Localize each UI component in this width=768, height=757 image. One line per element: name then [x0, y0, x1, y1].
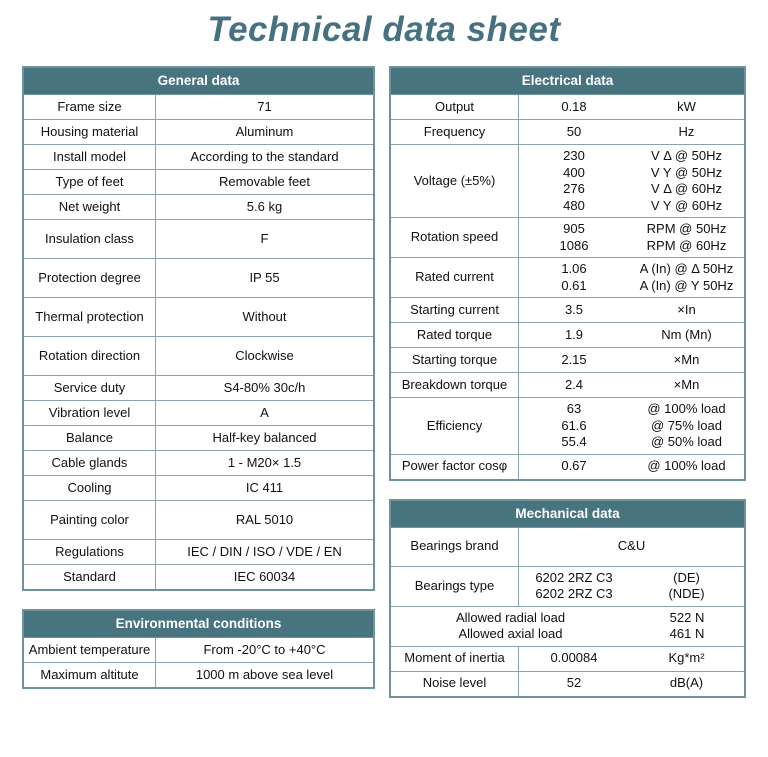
row-value: 1.9 [564, 326, 584, 342]
row-unit [629, 218, 744, 257]
cell-line: 55.4 [561, 434, 587, 449]
table-mechanical-data [389, 499, 746, 698]
merged-line [391, 610, 744, 627]
table-electrical-data [389, 66, 746, 481]
table-row [24, 663, 373, 687]
row-value: Without [242, 308, 287, 324]
cell-line: 1.06 [561, 261, 587, 276]
table-row [24, 120, 373, 145]
cell-line: V Δ @ 60Hz [650, 181, 723, 196]
cell-line: @ 50% load [650, 434, 723, 449]
row-label: Starting current [391, 298, 519, 322]
row-unit [629, 145, 744, 217]
table-row [391, 567, 744, 607]
row-unit: ×In [677, 301, 696, 317]
row-value [519, 258, 629, 297]
cell-line: V Y @ 50Hz [650, 164, 723, 180]
row-value: IEC 60034 [233, 568, 296, 584]
row-label: Cable glands [24, 451, 156, 475]
row-unit: ×Mn [673, 351, 700, 367]
table-row [391, 95, 744, 120]
row-value: 52 [566, 675, 582, 691]
table-row [24, 476, 373, 501]
row-label: Breakdown torque [391, 373, 519, 397]
row-value: IEC / DIN / ISO / VDE / EN [187, 543, 342, 559]
row-label: Regulations [24, 540, 156, 564]
table-header-electrical: Electrical data [391, 68, 744, 95]
row-value: RAL 5010 [235, 511, 294, 527]
table-row [24, 376, 373, 401]
row-value: IP 55 [249, 269, 280, 285]
row-label: Rated torque [391, 323, 519, 347]
row-value: 0.00084 [550, 650, 598, 666]
row-value: 3.5 [564, 301, 584, 317]
table-row [391, 348, 744, 373]
row-unit [629, 567, 744, 606]
row-label: Allowed axial load [458, 626, 563, 641]
row-label: Noise level [391, 672, 519, 696]
row-label: Install model [24, 145, 156, 169]
cell-line: V Δ @ 50Hz [650, 148, 723, 163]
row-value: 1 - M20× 1.5 [227, 454, 302, 470]
row-unit [629, 258, 744, 297]
row-label: Standard [24, 565, 156, 589]
cell-line: 276 [563, 181, 585, 196]
row-label: Power factor cosφ [391, 455, 519, 479]
row-value: Aluminum [235, 123, 294, 139]
row-label: Moment of inertia [391, 647, 519, 671]
row-value: 522 N [669, 609, 705, 625]
row-label: Rated current [391, 258, 519, 297]
table-general-data [22, 66, 375, 591]
table-row [391, 672, 744, 696]
table-row [391, 647, 744, 672]
row-label: Allowed radial load [455, 609, 566, 625]
table-row [391, 607, 744, 647]
table-row [24, 540, 373, 565]
table-row [24, 220, 373, 259]
cell-line: (DE) [673, 569, 700, 585]
row-value [519, 567, 629, 606]
table-row [391, 528, 744, 567]
table-row [391, 373, 744, 398]
row-value: 2.15 [561, 351, 587, 367]
cell-line: 6202 2RZ C3 [535, 586, 613, 601]
row-label: Type of feet [24, 170, 156, 194]
cell-line: RPM @ 50Hz [646, 221, 727, 236]
table-row [391, 398, 744, 455]
row-value: Half-key balanced [212, 429, 317, 445]
row-label: Bearings brand [391, 528, 519, 566]
table-row [24, 95, 373, 120]
row-label: Thermal protection [24, 298, 156, 336]
left-column [22, 66, 375, 707]
row-unit: Hz [678, 123, 695, 139]
table-row [391, 455, 744, 479]
row-value [519, 145, 629, 217]
row-label: Vibration level [24, 401, 156, 425]
row-label: Net weight [24, 195, 156, 219]
table-row [391, 145, 744, 218]
row-value: IC 411 [245, 479, 284, 495]
row-unit: Kg*m² [668, 650, 705, 666]
table-row [391, 258, 744, 298]
page-title: Technical data sheet [207, 10, 561, 49]
row-value [519, 218, 629, 257]
cell-line: 0.61 [561, 277, 587, 293]
cell-line: (NDE) [668, 586, 705, 601]
row-label: Painting color [24, 501, 156, 539]
row-label: Protection degree [24, 259, 156, 297]
table-row [391, 218, 744, 258]
cell-line: 61.6 [561, 417, 587, 433]
cell-line: 63 [566, 401, 582, 416]
row-label: Efficiency [391, 398, 519, 454]
row-value: A [260, 404, 269, 420]
row-value: According to the standard [190, 148, 339, 164]
cell-line: 480 [563, 197, 585, 213]
row-value [519, 398, 629, 454]
row-unit [629, 398, 744, 454]
row-value: 2.4 [564, 376, 584, 392]
row-value: 461 N [669, 626, 705, 641]
row-label: Rotation speed [391, 218, 519, 257]
row-unit: kW [677, 98, 696, 114]
row-label: Rotation direction [24, 337, 156, 375]
table-environmental-conditions [22, 609, 375, 689]
table-row [24, 259, 373, 298]
table-row [391, 323, 744, 348]
cell-line: 230 [563, 148, 585, 163]
cell-line: 905 [563, 221, 585, 236]
row-label: Starting torque [391, 348, 519, 372]
row-value: 0.67 [561, 458, 587, 474]
row-value: C&U [617, 538, 646, 554]
cell-line: A (In) @ Δ 50Hz [639, 261, 734, 276]
merged-line [391, 626, 744, 643]
row-label: Frequency [391, 120, 519, 144]
table-row [391, 298, 744, 323]
table-header-general: General data [24, 68, 373, 95]
row-value: 1000 m above sea level [195, 666, 334, 682]
row-label: Maximum altitute [24, 663, 156, 687]
row-value: From -20°C to +40°C [203, 641, 326, 657]
right-column [389, 66, 746, 716]
row-value: 50 [566, 123, 582, 139]
row-value: F [260, 230, 269, 246]
row-value: Removable feet [218, 173, 311, 189]
cell-line: 400 [563, 164, 585, 180]
row-value: 0.18 [561, 98, 587, 114]
row-label: Voltage (±5%) [391, 145, 519, 217]
row-unit: dB(A) [669, 675, 704, 691]
table-row [24, 501, 373, 540]
row-value: 71 [257, 98, 272, 114]
row-value: 5.6 kg [246, 198, 283, 214]
row-unit: @ 100% load [647, 458, 726, 474]
table-row [24, 638, 373, 663]
table-header-mechanical: Mechanical data [391, 501, 744, 528]
row-label: Service duty [24, 376, 156, 400]
cell-line: @ 100% load [647, 401, 726, 416]
table-row [24, 195, 373, 220]
row-label: Output [391, 95, 519, 119]
cell-line: RPM @ 60Hz [646, 237, 727, 253]
row-value: S4-80% 30c/h [223, 379, 306, 395]
row-label: Cooling [24, 476, 156, 500]
cell-line: @ 75% load [650, 417, 723, 433]
table-row [24, 401, 373, 426]
row-label: Ambient temperature [24, 638, 156, 662]
cell-line: A (In) @ Y 50Hz [639, 277, 734, 293]
row-value: Clockwise [235, 347, 294, 363]
cell-line: V Y @ 60Hz [650, 197, 723, 213]
table-row [24, 451, 373, 476]
row-label: Balance [24, 426, 156, 450]
table-row [24, 145, 373, 170]
columns-container [0, 66, 768, 716]
table-row [391, 120, 744, 145]
table-row [24, 170, 373, 195]
table-header-environmental: Environmental conditions [24, 611, 373, 638]
row-label: Housing material [24, 120, 156, 144]
row-unit: Nm (Mn) [661, 326, 712, 342]
table-row [24, 426, 373, 451]
row-label: Bearings type [391, 567, 519, 606]
row-unit: ×Mn [673, 376, 700, 392]
row-label: Insulation class [24, 220, 156, 258]
merged-row-cell [391, 607, 744, 646]
table-row [24, 565, 373, 589]
row-label: Frame size [24, 95, 156, 119]
table-row [24, 337, 373, 376]
cell-line: 1086 [559, 237, 589, 253]
table-row [24, 298, 373, 337]
cell-line: 6202 2RZ C3 [535, 569, 613, 585]
